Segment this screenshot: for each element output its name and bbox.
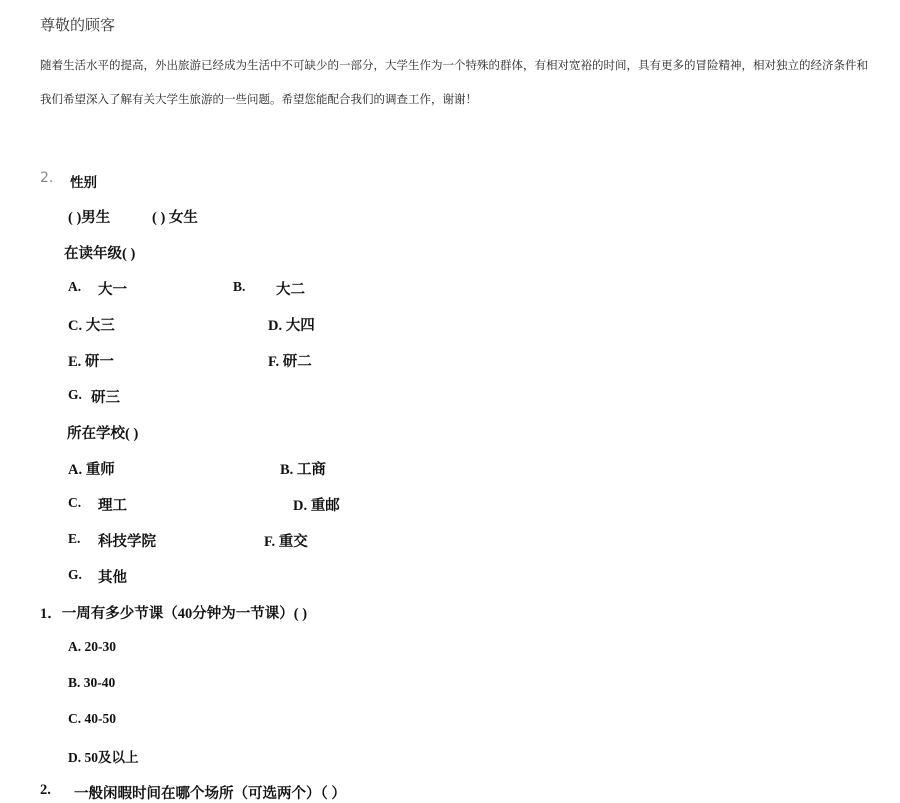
grade-option-a-letter: A.	[68, 279, 82, 294]
grade-option-a: 大一	[98, 282, 127, 298]
option-male: ( )男生	[68, 210, 111, 226]
grade-option-g-letter: G.	[68, 387, 82, 402]
grade-option-g: 研三	[91, 390, 120, 406]
school-option-c: 理工	[98, 498, 127, 514]
grade-option-e: E. 研一	[68, 354, 114, 370]
school-option-g: 其他	[98, 570, 127, 586]
school-option-a: A. 重师	[68, 462, 115, 478]
school-option-d: D. 重邮	[293, 498, 340, 514]
school-option-b: B. 工商	[280, 462, 326, 478]
question-number: 2.	[40, 170, 54, 186]
question-2-title: 一般闲暇时间在哪个场所（可选两个）（ ）	[74, 786, 346, 802]
option-female: ( ) 女生	[152, 210, 198, 226]
question-title-gender: 性别	[70, 175, 97, 190]
school-option-e-letter: E.	[68, 531, 81, 546]
grade-option-b: 大二	[276, 282, 305, 298]
question-1-title: 1．一周有多少节课（40分钟为一节课）( )	[40, 606, 308, 622]
question-1-option-b: B. 30-40	[68, 675, 116, 690]
school-option-g-letter: G.	[68, 567, 82, 582]
greeting: 尊敬的顾客	[40, 16, 116, 34]
school-option-c-letter: C.	[68, 495, 82, 510]
grade-option-b-letter: B.	[233, 279, 246, 294]
intro-line-1: 随着生活水平的提高，外出旅游已经成为生活中不可缺少的一部分，大学生作为一个特殊的群体，有相对宽裕的时间，具有更多的冒险精神，相对独立的经济条件和	[40, 58, 868, 72]
grade-option-d: D. 大四	[268, 318, 315, 334]
question-1-option-c: C. 40-50	[68, 711, 116, 726]
intro-line-2: 我们希望深入了解有关大学生旅游的一些问题。希望您能配合我们的调查工作，谢谢！	[40, 92, 477, 106]
grade-option-c: C. 大三	[68, 318, 115, 334]
grade-title: 在读年级( )	[64, 246, 136, 262]
school-title: 所在学校( )	[67, 426, 139, 442]
question-2-number: 2.	[40, 782, 51, 798]
school-option-e: 科技学院	[98, 534, 156, 550]
question-1-option-d: D. 50及以上	[68, 750, 139, 765]
question-1-option-a: A. 20-30	[68, 639, 116, 654]
school-option-f: F. 重交	[264, 534, 308, 550]
grade-option-f: F. 研二	[268, 354, 312, 370]
